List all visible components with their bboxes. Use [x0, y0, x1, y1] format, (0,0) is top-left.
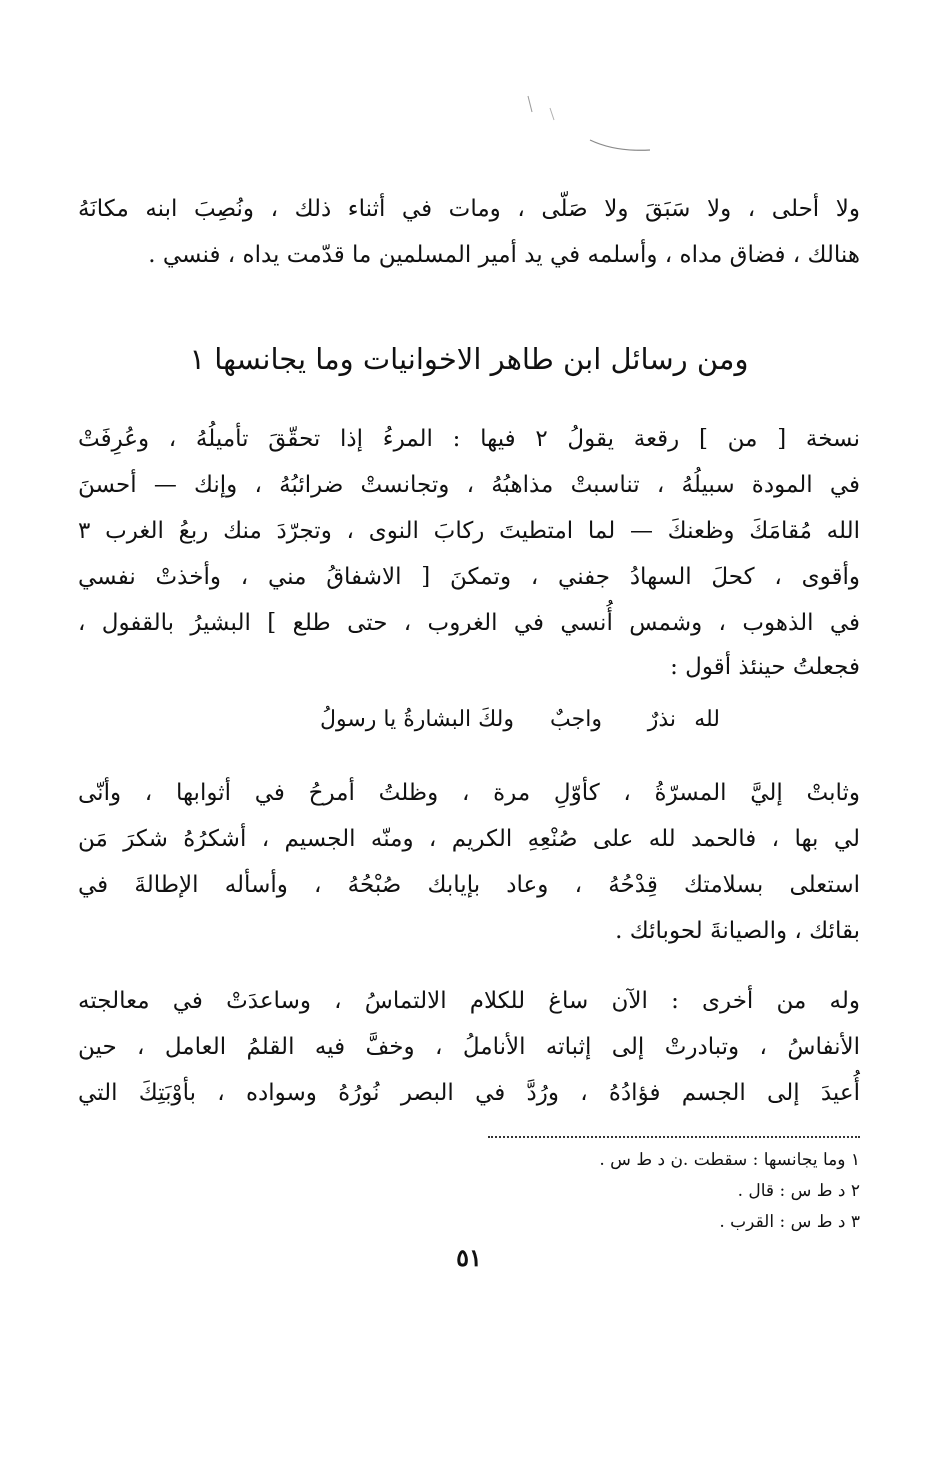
text-line: فجعلتُ حينئذ أقول : — [670, 654, 860, 680]
section-heading: ومن رسائل ابن طاهر الاخوانيات وما يجانسها ١ — [189, 342, 749, 376]
text-line: بقائك ، والصيانةَ لحوبائك . — [615, 918, 860, 944]
text-line: في المودة سبيلُهُ ، تناسبتْ مذاهبُهُ ، وتجانستْ ضرائبُهُ ، وإنك — أحسنَ — [78, 472, 860, 498]
verse-part: لله — [694, 707, 720, 732]
footnote: ٢ د ط س : قال . — [737, 1181, 860, 1201]
text-line: وأقوى ، كحلَ السهادُ جفني ، وتمكنَ [ الاشفاقُ مني ، وأخذتْ نفسي — [78, 564, 860, 590]
text-line: استعلى بسلامتك قِدْحُهُ ، وعاد بإيابك صُبْحُهُ ، وأسأله الإطالةَ في — [78, 872, 860, 898]
footnote-separator — [488, 1136, 860, 1138]
text-line: الأنفاسُ ، وتبادرتْ إلى إثباته الأناملُ ، وخفَّ فيه القلمُ العامل ، حين — [78, 1034, 860, 1060]
verse-part: ولكَ البشارةُ يا رسولُ — [319, 707, 514, 732]
verse-part: نذرٌ — [647, 707, 676, 732]
text-line: لي بها ، فالحمد لله على صُنْعِهِ الكريم ، ومنّه الجسيم ، أشكرُهُ شكرَ مَن — [78, 826, 860, 852]
footnote: ١ وما يجانسها : سقطت .ن د ط س . — [599, 1150, 860, 1170]
scan-mark — [520, 90, 660, 160]
text-line: نسخة [ من ] رقعة يقولُ ٢ فيها : المرءُ إذا تحقّقَ تأميلُهُ ، وعُرِفَتْ — [78, 426, 860, 452]
text-line: الله مُقامَكَ وظعنكَ — لما امتطيتَ ركابَ النوى ، وتجرّدَ منك ربعُ الغرب ٣ — [78, 518, 860, 544]
text-line: أُعيدَ إلى الجسم فؤادُهُ ، ورُدَّ في البصر نُورُهُ وسواده ، بأوْبَتِكَ التي — [78, 1080, 860, 1106]
verse-line — [0, 697, 938, 743]
text-line: وله من أخرى : الآن ساغ للكلام الالتماسُ ، وساعدَتْ في معالجته — [78, 988, 860, 1014]
footnote: ٣ د ط س : القرب . — [719, 1212, 860, 1232]
page-number: ٥١ — [456, 1243, 482, 1272]
verse-part: واجبٌ — [550, 707, 602, 732]
text-line: في الذهوب ، وشمس أُنسي في الغروب ، حتى طلع ] البشيرُ بالقفول ، — [78, 610, 860, 636]
text-line: هنالك ، فضاق مداه ، وأسلمه في يد أمير المسلمين ما قدّمت يداه ، فنسي . — [148, 242, 860, 268]
text-line: وثابتْ إليَّ المسرّةُ ، كأوّلِ مرة ، وظلتُ أمرحُ في أثوابها ، وأنّى — [78, 780, 860, 806]
text-line: ولا أحلى ، ولا سَبَقَ ولا صَلّى ، ومات في أثناء ذلك ، ونُصِبَ ابنه مكانَهُ — [78, 196, 860, 222]
